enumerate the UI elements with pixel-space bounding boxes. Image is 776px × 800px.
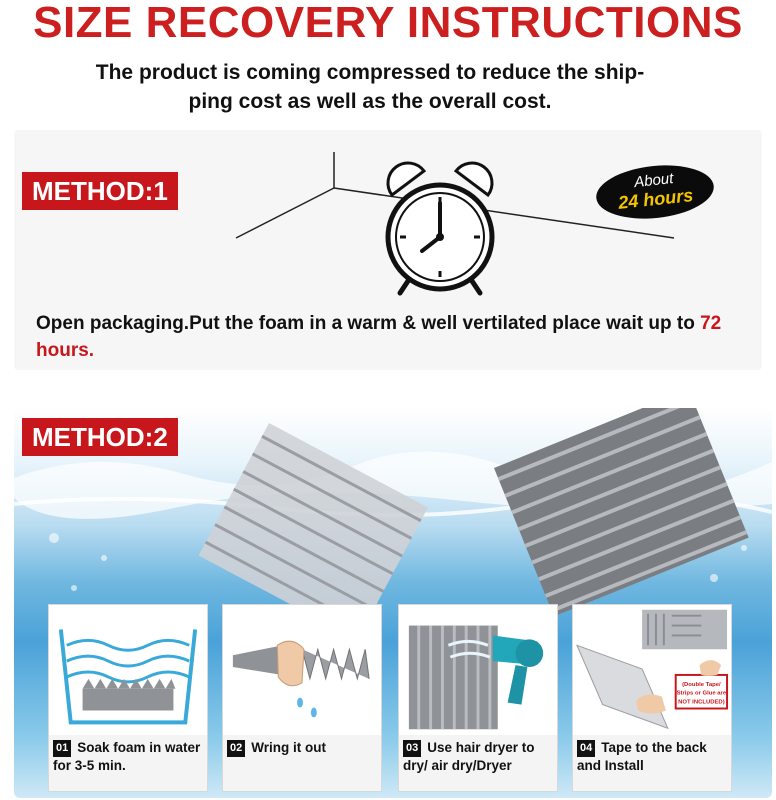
alarm-clock-icon [370,155,510,303]
method2-badge: METHOD:2 [22,418,178,456]
soak-basin-icon [49,605,207,735]
step-text: Use hair dryer to dry/ air dry/Dryer [403,740,535,773]
page-title: SIZE RECOVERY INSTRUCTIONS [33,0,743,47]
step-caption [227,739,379,757]
note-line-3: NOT INCLUDED) [678,699,725,706]
step-number: 04 [577,740,595,757]
step-card-4 [572,604,732,792]
step-card-3 [398,604,558,792]
method1-text: Open packaging.Put the foam in a warm & well vertilated place wait up to [36,313,701,334]
page-subtitle [60,58,680,116]
method1-badge: METHOD:1 [22,172,178,210]
install-panels-icon [573,605,731,735]
hair-dryer-icon [399,605,557,735]
wring-foam-icon [223,605,381,735]
duration-label: About [633,170,675,192]
step-text: Tape to the back and Install [577,740,707,773]
subtitle-line-2: ping cost as well as the overall cost. [188,90,552,113]
step-number: 02 [227,740,245,757]
step-text: Wring it out [251,740,326,755]
step-caption [53,739,205,774]
subtitle-line-1: The product is coming compressed to reduce the ship- [95,61,645,84]
submerged-foam-panel [494,408,749,616]
step-card-2 [222,604,382,792]
step-card-1 [48,604,208,792]
step-number: 03 [403,740,421,757]
step-caption [577,739,729,774]
method1-instructions [36,310,736,364]
method1-highlight: 72 hours. [36,313,722,361]
note-line-2: Strips or Glue are [676,690,727,697]
duration-value: 24 hours [617,185,695,213]
step-text: Soak foam in water for 3-5 min. [53,740,201,773]
step-number: 01 [53,740,71,757]
step-caption [403,739,555,774]
note-line-1: (Double Tape/ [682,681,721,688]
